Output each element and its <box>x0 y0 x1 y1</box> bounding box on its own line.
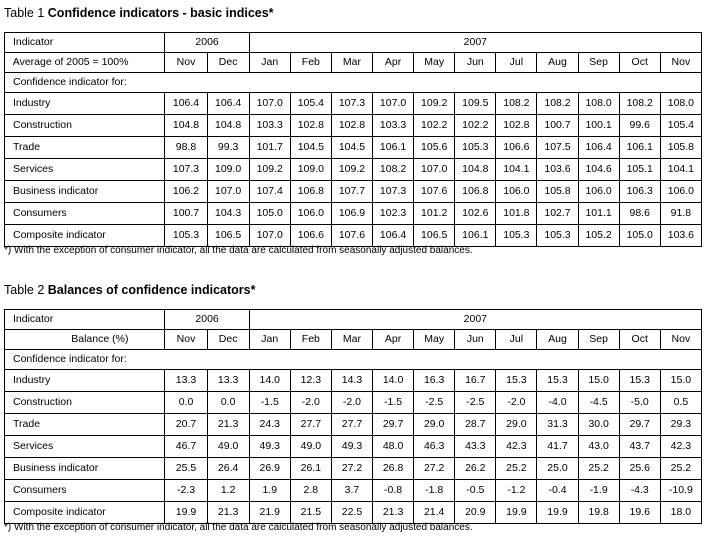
value-cell: 101.2 <box>414 203 455 225</box>
value-cell: 29.7 <box>373 414 414 436</box>
value-cell: 3.7 <box>331 480 372 502</box>
row-label: Construction <box>5 392 165 414</box>
table2-caption-title: Balances of confidence indicators <box>47 283 251 297</box>
table-row <box>5 370 702 392</box>
value-cell: 108.2 <box>496 93 537 115</box>
value-cell: 15.3 <box>496 370 537 392</box>
value-cell: 14.0 <box>249 370 290 392</box>
month-header: Apr <box>373 330 414 350</box>
value-cell: 106.1 <box>373 137 414 159</box>
month-header-row <box>5 53 702 73</box>
month-header: Nov <box>660 53 701 73</box>
value-cell: -2.0 <box>496 392 537 414</box>
month-header: May <box>414 330 455 350</box>
indicator-header: Indicator <box>5 33 165 53</box>
value-cell: 103.3 <box>373 115 414 137</box>
value-cell: 107.0 <box>414 159 455 181</box>
value-cell: 15.3 <box>537 370 578 392</box>
value-cell: 106.9 <box>331 203 372 225</box>
section-label: Confidence indicator for: <box>5 73 702 93</box>
value-cell: -1.5 <box>249 392 290 414</box>
value-cell: 25.6 <box>619 458 660 480</box>
month-header: Oct <box>619 53 660 73</box>
value-cell: 27.7 <box>290 414 331 436</box>
value-cell: 106.1 <box>455 225 496 247</box>
value-cell: 107.0 <box>249 93 290 115</box>
value-cell: 108.2 <box>373 159 414 181</box>
value-cell: 101.7 <box>249 137 290 159</box>
value-cell: 29.7 <box>619 414 660 436</box>
value-cell: 106.3 <box>619 181 660 203</box>
table1-caption-suffix: - basic indices* <box>179 6 274 20</box>
value-cell: 19.9 <box>537 502 578 524</box>
table-row <box>5 436 702 458</box>
month-header: Mar <box>331 330 372 350</box>
section-row <box>5 350 702 370</box>
value-cell: 29.0 <box>496 414 537 436</box>
month-header: Dec <box>207 53 249 73</box>
month-header: Aug <box>537 53 578 73</box>
value-cell: 102.7 <box>537 203 578 225</box>
row-label: Business indicator <box>5 458 165 480</box>
value-cell: 107.5 <box>537 137 578 159</box>
value-cell: -1.8 <box>414 480 455 502</box>
month-header: Nov <box>165 53 207 73</box>
value-cell: 27.7 <box>331 414 372 436</box>
table-row <box>5 458 702 480</box>
section-row <box>5 73 702 93</box>
month-header: Jun <box>455 330 496 350</box>
value-cell: 108.0 <box>660 93 701 115</box>
value-cell: -1.2 <box>496 480 537 502</box>
value-cell: 25.2 <box>496 458 537 480</box>
value-cell: 106.0 <box>290 203 331 225</box>
value-cell: -4.0 <box>537 392 578 414</box>
value-cell: 105.6 <box>414 137 455 159</box>
value-cell: 99.3 <box>207 137 249 159</box>
row-label: Composite indicator <box>5 225 165 247</box>
value-cell: 108.0 <box>578 93 619 115</box>
value-cell: 109.2 <box>414 93 455 115</box>
value-cell: 21.4 <box>414 502 455 524</box>
table-row <box>5 137 702 159</box>
value-cell: 105.8 <box>660 137 701 159</box>
value-cell: 26.2 <box>455 458 496 480</box>
value-cell: -2.5 <box>455 392 496 414</box>
value-cell: 21.5 <box>290 502 331 524</box>
value-cell: 0.0 <box>207 392 249 414</box>
value-cell: -2.0 <box>290 392 331 414</box>
month-header: Nov <box>660 330 701 350</box>
value-cell: 101.8 <box>496 203 537 225</box>
row-label: Industry <box>5 370 165 392</box>
value-cell: 102.6 <box>455 203 496 225</box>
month-header: Jul <box>496 330 537 350</box>
value-cell: 13.3 <box>207 370 249 392</box>
value-cell: 104.8 <box>207 115 249 137</box>
value-cell: 1.9 <box>249 480 290 502</box>
value-cell: 25.2 <box>578 458 619 480</box>
value-cell: 106.0 <box>660 181 701 203</box>
value-cell: 106.4 <box>207 93 249 115</box>
value-cell: 105.2 <box>578 225 619 247</box>
value-cell: 105.3 <box>537 225 578 247</box>
value-cell: 106.4 <box>165 93 207 115</box>
value-cell: 26.9 <box>249 458 290 480</box>
row-label: Business indicator <box>5 181 165 203</box>
table2-footnote: *) With the exception of consumer indicator, all the data are calculated from seasonally adjusted balances. <box>4 522 473 533</box>
value-cell: -0.8 <box>373 480 414 502</box>
value-cell: 14.0 <box>373 370 414 392</box>
value-cell: 102.3 <box>373 203 414 225</box>
value-cell: 14.3 <box>331 370 372 392</box>
value-cell: 21.3 <box>373 502 414 524</box>
value-cell: 104.3 <box>207 203 249 225</box>
value-cell: 13.3 <box>165 370 207 392</box>
value-cell: 106.2 <box>165 181 207 203</box>
value-cell: 48.0 <box>373 436 414 458</box>
value-cell: 106.5 <box>414 225 455 247</box>
value-cell: 18.0 <box>660 502 701 524</box>
value-cell: 103.3 <box>249 115 290 137</box>
value-cell: 105.8 <box>537 181 578 203</box>
value-cell: 107.3 <box>331 93 372 115</box>
header-row <box>5 33 702 53</box>
value-cell: 106.8 <box>455 181 496 203</box>
year-2006-header: 2006 <box>165 310 249 330</box>
month-header: Sep <box>578 330 619 350</box>
value-cell: 104.8 <box>455 159 496 181</box>
value-cell: 28.7 <box>455 414 496 436</box>
value-cell: -4.3 <box>619 480 660 502</box>
value-cell: 109.5 <box>455 93 496 115</box>
indicator-header: Indicator <box>5 310 165 330</box>
table1-caption-prefix: Table 1 <box>4 6 48 20</box>
year-2007-header: 2007 <box>249 33 701 53</box>
value-cell: 107.3 <box>373 181 414 203</box>
unit-subheader: Balance (%) <box>5 330 165 350</box>
value-cell: 41.7 <box>537 436 578 458</box>
value-cell: 19.6 <box>619 502 660 524</box>
value-cell: 29.0 <box>414 414 455 436</box>
table-row <box>5 392 702 414</box>
month-header: Jun <box>455 53 496 73</box>
value-cell: 100.1 <box>578 115 619 137</box>
month-header: Sep <box>578 53 619 73</box>
value-cell: 109.2 <box>331 159 372 181</box>
value-cell: 30.0 <box>578 414 619 436</box>
value-cell: 104.1 <box>496 159 537 181</box>
value-cell: 21.9 <box>249 502 290 524</box>
section-label: Confidence indicator for: <box>5 350 702 370</box>
month-header: Apr <box>373 53 414 73</box>
row-label: Composite indicator <box>5 502 165 524</box>
unit-subheader: Average of 2005 = 100% <box>5 53 165 73</box>
table1-caption-title: Confidence indicators <box>47 6 180 20</box>
value-cell: 98.8 <box>165 137 207 159</box>
value-cell: 107.0 <box>249 225 290 247</box>
value-cell: 42.3 <box>660 436 701 458</box>
value-cell: 22.5 <box>331 502 372 524</box>
table2 <box>4 309 702 524</box>
value-cell: 107.0 <box>207 181 249 203</box>
value-cell: 106.4 <box>373 225 414 247</box>
value-cell: 106.6 <box>290 225 331 247</box>
value-cell: 19.9 <box>496 502 537 524</box>
row-label: Trade <box>5 414 165 436</box>
table-row <box>5 181 702 203</box>
value-cell: 107.0 <box>373 93 414 115</box>
value-cell: 43.3 <box>455 436 496 458</box>
value-cell: 107.3 <box>165 159 207 181</box>
value-cell: 105.3 <box>455 137 496 159</box>
table2-caption-prefix: Table 2 <box>4 283 48 297</box>
row-label: Industry <box>5 93 165 115</box>
value-cell: -2.5 <box>414 392 455 414</box>
value-cell: 21.3 <box>207 414 249 436</box>
month-header: Dec <box>207 330 249 350</box>
value-cell: -1.5 <box>373 392 414 414</box>
table1 <box>4 32 702 247</box>
table-row <box>5 480 702 502</box>
value-cell: -0.4 <box>537 480 578 502</box>
value-cell: 46.3 <box>414 436 455 458</box>
value-cell: 0.5 <box>660 392 701 414</box>
month-header: Nov <box>165 330 207 350</box>
value-cell: 27.2 <box>331 458 372 480</box>
value-cell: 15.0 <box>578 370 619 392</box>
value-cell: 46.7 <box>165 436 207 458</box>
value-cell: 31.3 <box>537 414 578 436</box>
value-cell: 16.3 <box>414 370 455 392</box>
value-cell: 106.1 <box>619 137 660 159</box>
value-cell: 2.8 <box>290 480 331 502</box>
value-cell: 102.8 <box>496 115 537 137</box>
table1-caption <box>4 6 274 20</box>
value-cell: 49.3 <box>249 436 290 458</box>
value-cell: 43.7 <box>619 436 660 458</box>
month-header: Jul <box>496 53 537 73</box>
value-cell: -10.9 <box>660 480 701 502</box>
value-cell: 104.5 <box>290 137 331 159</box>
value-cell: 100.7 <box>165 203 207 225</box>
month-header: Aug <box>537 330 578 350</box>
value-cell: 12.3 <box>290 370 331 392</box>
value-cell: 105.0 <box>249 203 290 225</box>
value-cell: 102.2 <box>455 115 496 137</box>
month-header: Jan <box>249 53 290 73</box>
value-cell: 109.2 <box>249 159 290 181</box>
row-label: Services <box>5 436 165 458</box>
value-cell: 49.3 <box>331 436 372 458</box>
value-cell: -4.5 <box>578 392 619 414</box>
value-cell: 107.7 <box>331 181 372 203</box>
year-2007-header: 2007 <box>249 310 701 330</box>
value-cell: 20.7 <box>165 414 207 436</box>
value-cell: 101.1 <box>578 203 619 225</box>
table-row <box>5 159 702 181</box>
value-cell: 20.9 <box>455 502 496 524</box>
table1-footnote: *) With the exception of consumer indicator, all the data are calculated from seasonally adjusted balances. <box>4 245 473 256</box>
month-header: May <box>414 53 455 73</box>
value-cell: -2.0 <box>331 392 372 414</box>
month-header: Feb <box>290 330 331 350</box>
value-cell: 102.2 <box>414 115 455 137</box>
value-cell: 19.8 <box>578 502 619 524</box>
value-cell: 15.0 <box>660 370 701 392</box>
value-cell: 102.8 <box>290 115 331 137</box>
value-cell: 107.4 <box>249 181 290 203</box>
value-cell: 21.3 <box>207 502 249 524</box>
value-cell: 26.8 <box>373 458 414 480</box>
month-header: Oct <box>619 330 660 350</box>
value-cell: 26.4 <box>207 458 249 480</box>
value-cell: 104.6 <box>578 159 619 181</box>
value-cell: 49.0 <box>207 436 249 458</box>
row-label: Services <box>5 159 165 181</box>
row-label: Construction <box>5 115 165 137</box>
value-cell: 106.8 <box>290 181 331 203</box>
value-cell: 106.5 <box>207 225 249 247</box>
value-cell: 109.0 <box>290 159 331 181</box>
value-cell: 108.2 <box>537 93 578 115</box>
value-cell: 25.2 <box>660 458 701 480</box>
row-label: Consumers <box>5 203 165 225</box>
month-header: Mar <box>331 53 372 73</box>
value-cell: 103.6 <box>537 159 578 181</box>
value-cell: 25.5 <box>165 458 207 480</box>
value-cell: -2.3 <box>165 480 207 502</box>
value-cell: 109.0 <box>207 159 249 181</box>
value-cell: 42.3 <box>496 436 537 458</box>
value-cell: 0.0 <box>165 392 207 414</box>
table-row <box>5 203 702 225</box>
value-cell: 49.0 <box>290 436 331 458</box>
value-cell: 104.8 <box>165 115 207 137</box>
value-cell: 19.9 <box>165 502 207 524</box>
value-cell: -0.5 <box>455 480 496 502</box>
value-cell: 26.1 <box>290 458 331 480</box>
value-cell: 105.4 <box>290 93 331 115</box>
value-cell: 106.0 <box>578 181 619 203</box>
value-cell: 107.6 <box>414 181 455 203</box>
value-cell: 99.6 <box>619 115 660 137</box>
table2-caption-suffix: * <box>250 283 256 297</box>
value-cell: 105.4 <box>660 115 701 137</box>
table-row <box>5 115 702 137</box>
value-cell: 1.2 <box>207 480 249 502</box>
value-cell: -5.0 <box>619 392 660 414</box>
header-row <box>5 310 702 330</box>
value-cell: 106.0 <box>496 181 537 203</box>
value-cell: 104.5 <box>331 137 372 159</box>
value-cell: 43.0 <box>578 436 619 458</box>
value-cell: 27.2 <box>414 458 455 480</box>
value-cell: 100.7 <box>537 115 578 137</box>
month-header-row <box>5 330 702 350</box>
value-cell: 108.2 <box>619 93 660 115</box>
row-label: Consumers <box>5 480 165 502</box>
table-row <box>5 502 702 524</box>
value-cell: 29.3 <box>660 414 701 436</box>
value-cell: -1.9 <box>578 480 619 502</box>
value-cell: 105.1 <box>619 159 660 181</box>
value-cell: 25.0 <box>537 458 578 480</box>
value-cell: 102.8 <box>331 115 372 137</box>
table-row <box>5 225 702 247</box>
table2-caption <box>4 283 256 297</box>
year-2006-header: 2006 <box>165 33 249 53</box>
value-cell: 104.1 <box>660 159 701 181</box>
value-cell: 24.3 <box>249 414 290 436</box>
value-cell: 105.3 <box>165 225 207 247</box>
table-row <box>5 93 702 115</box>
value-cell: 98.6 <box>619 203 660 225</box>
value-cell: 15.3 <box>619 370 660 392</box>
table-row <box>5 414 702 436</box>
value-cell: 106.4 <box>578 137 619 159</box>
row-label: Trade <box>5 137 165 159</box>
value-cell: 91.8 <box>660 203 701 225</box>
value-cell: 16.7 <box>455 370 496 392</box>
month-header: Feb <box>290 53 331 73</box>
month-header: Jan <box>249 330 290 350</box>
value-cell: 107.6 <box>331 225 372 247</box>
value-cell: 105.0 <box>619 225 660 247</box>
value-cell: 103.6 <box>660 225 701 247</box>
value-cell: 105.3 <box>496 225 537 247</box>
value-cell: 106.6 <box>496 137 537 159</box>
